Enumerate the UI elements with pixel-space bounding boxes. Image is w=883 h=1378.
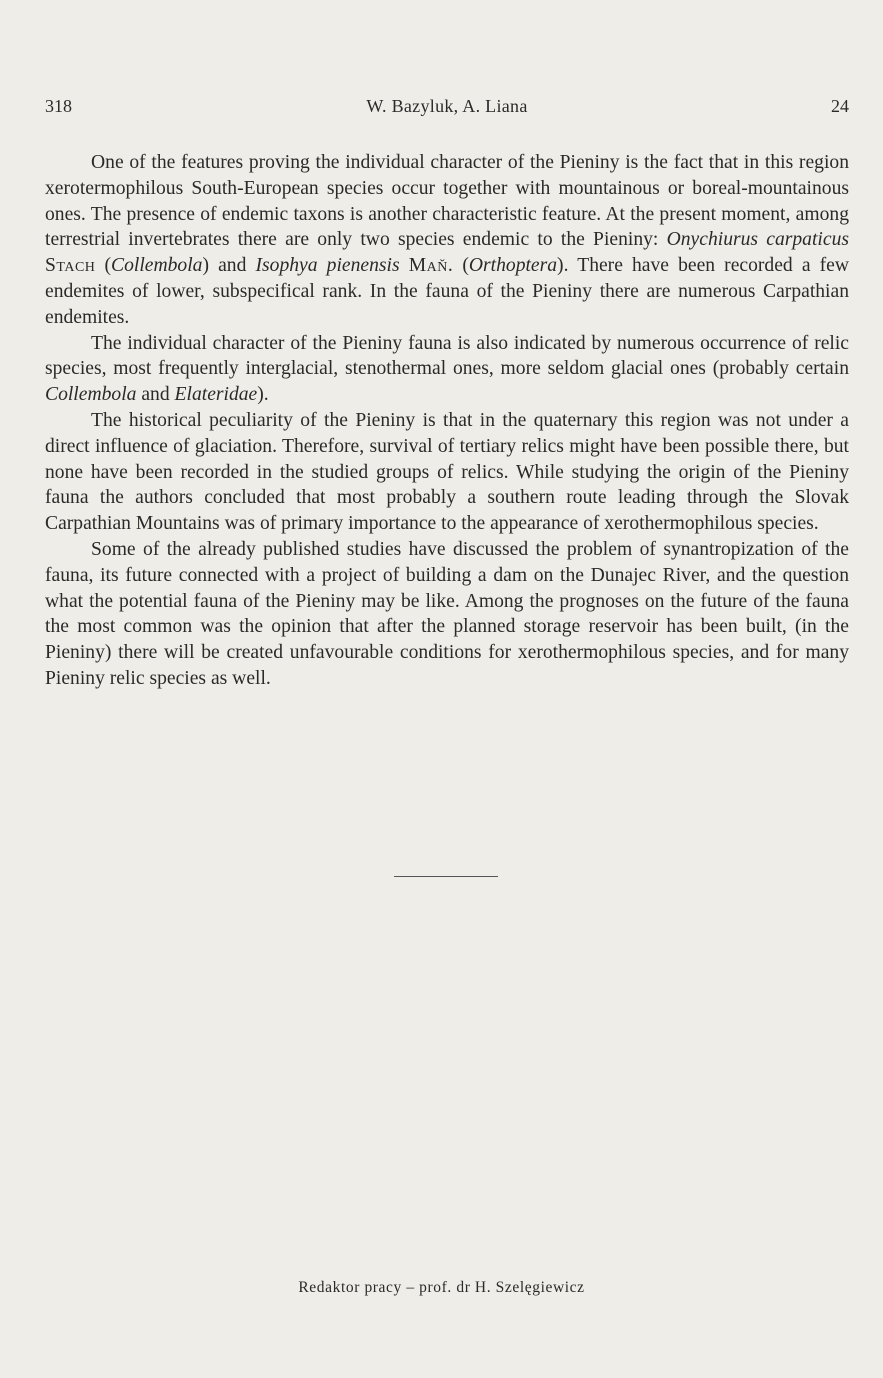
paragraph-4: Some of the already published studies have discussed the problem of synantropization of the fauna, its future connected with a project of building a dam on the Dunajec River, and the question what the potential fauna of the Pieniny may be like. Among the prognoses on the future of the fauna the most common was the opinion that after the planned storage reservoir has been built, (in the Pieniny) there will be created unfavourable conditions for xerothermophilous species, and for many Pieniny relic species as well. (45, 538, 849, 689)
taxon-group: Collembola (111, 255, 203, 277)
editor-credit: Redaktor pracy – prof. dr H. Szelęgiewicz (298, 1279, 585, 1296)
species-name: Isophya pienensis (255, 255, 400, 277)
running-title: W. Bazyluk, A. Liana (366, 96, 528, 116)
end-rule (394, 876, 498, 877)
taxon-author: Maň. (408, 255, 454, 277)
paragraph-1: One of the features proving the individual character of the Pieniny is the fact that in this region xerotermophilous South-European species occur together with mountainous or boreal-mountainous ones. The presence of endemic taxons is another characteristic feature. At the present moment, among terrestrial invertebrates there are only two species endemic to the Pieniny: Onychiurus carpaticus Stach (Collembola) and Isophya pienensis Maň. (Orthoptera). There have been recorded a few endemites of lower, subspecifical rank. In the fauna of the Pieniny there are numerous Carpathian endemites. (45, 152, 849, 328)
page-header (45, 96, 849, 122)
taxon-group: Elateridae (174, 384, 258, 406)
paragraph-3: The historical peculiarity of the Pieniny is that in the quaternary this region was not under a direct influence of glaciation. Therefore, survival of tertiary relics might have been possible there, but none have been recorded in the studied groups of relics. While studying the origin of the Pieniny fauna the authors concluded that most probably a southern route leading through the Slovak Carpathian Mountains was of primary importance to the appearance of xerothermophilous species. (45, 409, 849, 535)
taxon-group: Orthoptera (468, 255, 558, 277)
section-number: 24 (831, 96, 849, 116)
taxon-author: Stach (45, 255, 96, 277)
article-body (45, 150, 849, 692)
page-number: 318 (45, 96, 72, 116)
paragraph-2: The individual character of the Pieniny fauna is also indicated by numerous occurrence of relic species, most frequently interglacial, stenothermal ones, more seldom glacial ones (probably certain Collembola and Elateridae). (45, 332, 849, 406)
taxon-group: Collembola (45, 384, 137, 406)
species-name: Onychiurus carpaticus (666, 229, 849, 251)
